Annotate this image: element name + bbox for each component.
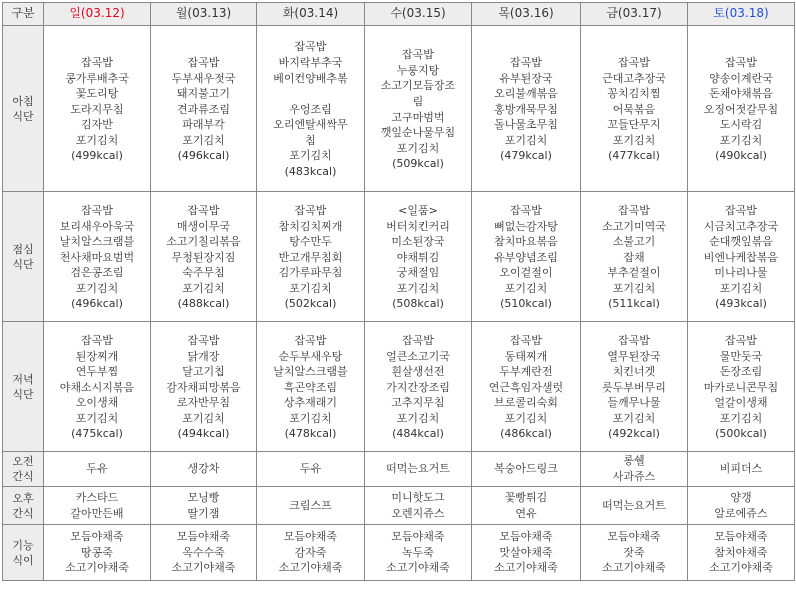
menu-cell bbox=[581, 452, 688, 487]
menu-cell bbox=[257, 26, 365, 192]
menu-item: 포기김치 bbox=[289, 149, 332, 163]
menu-item: 물만둣국 bbox=[719, 349, 763, 363]
menu-item: 복숭아드링크 bbox=[494, 462, 558, 476]
menu-item: (510kcal) bbox=[500, 297, 552, 311]
menu-item: 포기김치 bbox=[719, 281, 763, 295]
menu-item: 잡채 bbox=[623, 250, 645, 264]
meal-row-label-line: 저녁 bbox=[12, 372, 34, 386]
menu-item: 마카로니콘무침 bbox=[703, 380, 779, 394]
menu-cell bbox=[44, 322, 151, 452]
meal-row-label-line: 점심 bbox=[12, 242, 34, 256]
menu-item: (488kcal) bbox=[177, 297, 230, 311]
menu-item: (496kcal) bbox=[177, 149, 230, 163]
menu-item: 소고기야채죽 bbox=[65, 561, 129, 575]
menu-item: 포기김치 bbox=[612, 133, 656, 147]
menu-item: 오징어젓갈무침 bbox=[703, 102, 779, 116]
menu-item: 크림스프 bbox=[289, 498, 332, 512]
menu-item: 두유 bbox=[86, 462, 108, 476]
menu-item: 잡곡밥 bbox=[294, 40, 327, 54]
menu-item: 달고기칩 bbox=[182, 365, 225, 379]
day-header: 목(03.16) bbox=[472, 3, 581, 26]
menu-item: 잡곡밥 bbox=[618, 55, 650, 69]
day-header: 월(03.13) bbox=[151, 3, 257, 26]
menu-item: 궁채절임 bbox=[396, 266, 440, 280]
menu-cell bbox=[688, 452, 795, 487]
menu-item: 홍방개묵무침 bbox=[494, 102, 558, 116]
menu-item: 잡곡밥 bbox=[725, 333, 757, 347]
menu-cell bbox=[365, 525, 472, 581]
menu-item: 김자반 bbox=[81, 118, 113, 132]
menu-item: 열무된장국 bbox=[607, 349, 661, 363]
menu-item: 어묵볶음 bbox=[612, 102, 656, 116]
menu-cell bbox=[581, 487, 688, 525]
menu-item: 연두부찜 bbox=[75, 365, 119, 379]
menu-item: 잡곡밥 bbox=[725, 55, 757, 69]
menu-item: 포기김치 bbox=[719, 133, 763, 147]
menu-item: 돈채야채볶음 bbox=[709, 87, 773, 101]
menu-cell bbox=[44, 487, 151, 525]
menu-cell bbox=[257, 452, 365, 487]
menu-item: 잡곡밥 bbox=[402, 48, 434, 62]
menu-item: 감자죽 bbox=[294, 545, 327, 559]
menu-item: (496kcal) bbox=[71, 297, 123, 311]
menu-item: 비피더스 bbox=[719, 462, 763, 476]
menu-item: 사과쥬스 bbox=[612, 470, 656, 483]
menu-item: 부추겉절이 bbox=[607, 266, 661, 280]
menu-item: 오렌지쥬스 bbox=[391, 506, 445, 520]
menu-item: 알로에쥬스 bbox=[714, 506, 768, 520]
menu-item: 오리불깨볶음 bbox=[494, 87, 558, 101]
menu-item: 소고기야채죽 bbox=[386, 561, 450, 575]
menu-item: 순대깻잎볶음 bbox=[709, 235, 773, 249]
day-header: 토(03.18) bbox=[688, 3, 795, 26]
menu-item: 딸기잼 bbox=[187, 506, 220, 520]
menu-item: 모듬야채죽 bbox=[283, 530, 338, 544]
menu-item: 돈장조림 bbox=[719, 365, 763, 379]
menu-cell bbox=[688, 487, 795, 525]
menu-cell bbox=[151, 322, 257, 452]
menu-cell bbox=[365, 487, 472, 525]
menu-item: 천사채마요범벅 bbox=[59, 250, 135, 264]
menu-item: 도라지무침 bbox=[70, 102, 124, 116]
menu-cell bbox=[257, 487, 365, 525]
meal-row-label bbox=[3, 487, 44, 525]
menu-item bbox=[257, 86, 364, 102]
menu-item: 모듬야채죽 bbox=[714, 530, 768, 544]
day-header: 화(03.14) bbox=[257, 3, 365, 26]
menu-item: 얼큰소고기국 bbox=[386, 349, 450, 363]
menu-item: 돌나물초무침 bbox=[494, 118, 558, 132]
menu-item: 탕수만두 bbox=[289, 235, 332, 249]
menu-item: 들깨무나물 bbox=[607, 396, 661, 410]
menu-item: 모듬야채죽 bbox=[499, 530, 553, 544]
menu-item: 흰살생선전 bbox=[391, 365, 445, 379]
menu-item: 베이컨양배추볶 bbox=[273, 71, 348, 85]
menu-item: 바지락부추국 bbox=[278, 55, 343, 69]
menu-cell bbox=[151, 487, 257, 525]
menu-item: (486kcal) bbox=[500, 427, 552, 441]
menu-item: 잡곡밥 bbox=[510, 203, 542, 217]
meal-row-label bbox=[3, 525, 44, 581]
menu-item: 릇두부버무리 bbox=[602, 380, 666, 394]
menu-item: 브로콜리숙회 bbox=[494, 396, 558, 410]
menu-item: 검은콩조림 bbox=[70, 266, 124, 280]
menu-item: 두부새우젓국 bbox=[171, 71, 236, 85]
menu-item: 가지간장조림 bbox=[386, 380, 450, 394]
menu-item: 양송이계란국 bbox=[709, 71, 773, 85]
menu-cell bbox=[472, 26, 581, 192]
menu-item: 우엉조림 bbox=[289, 102, 332, 116]
menu-item: 김가루파무침 bbox=[278, 266, 343, 280]
day-header: 일(03.12) bbox=[44, 3, 151, 26]
menu-item: (483kcal) bbox=[284, 165, 337, 179]
menu-cell bbox=[257, 192, 365, 322]
menu-item: 포기김치 bbox=[504, 133, 548, 147]
menu-body bbox=[3, 26, 795, 581]
menu-item: 유부양념조림 bbox=[494, 250, 558, 264]
menu-item: 로자반무침 bbox=[176, 396, 231, 410]
menu-item: 매생이무국 bbox=[176, 219, 231, 233]
menu-item: 근대고추장국 bbox=[602, 71, 666, 85]
menu-cell bbox=[472, 487, 581, 525]
menu-item: 포기김치 bbox=[396, 141, 440, 155]
menu-item: 꽃도리탕 bbox=[75, 87, 119, 101]
menu-item: 꼬들단무지 bbox=[607, 118, 661, 132]
menu-item: 감자채피망볶음 bbox=[166, 380, 241, 394]
menu-item: 상추재래기 bbox=[283, 396, 338, 410]
menu-item: 땅콩죽 bbox=[81, 545, 113, 559]
menu-item: 참치야채죽 bbox=[714, 545, 768, 559]
menu-cell bbox=[472, 322, 581, 452]
menu-item: 미소된장국 bbox=[391, 235, 445, 249]
menu-item: 연근흑임자샐럿 bbox=[488, 380, 564, 394]
menu-item: 잡곡밥 bbox=[618, 333, 650, 347]
menu-item: 고추지무침 bbox=[391, 396, 445, 410]
weekly-menu-table bbox=[2, 2, 795, 581]
menu-item: (477kcal) bbox=[608, 149, 660, 163]
menu-item: 견과류조림 bbox=[176, 102, 231, 116]
menu-cell bbox=[365, 192, 472, 322]
menu-item: 무청된장지짐 bbox=[171, 250, 236, 264]
menu-item: 잡곡밥 bbox=[81, 333, 113, 347]
menu-item: (475kcal) bbox=[71, 427, 123, 441]
menu-item: 포기김치 bbox=[504, 411, 548, 425]
menu-item: 소고기야채죽 bbox=[602, 561, 666, 575]
menu-item: (499kcal) bbox=[71, 149, 123, 163]
menu-item: 야채튀김 bbox=[396, 250, 440, 264]
menu-item: 보리새우아욱국 bbox=[59, 219, 135, 233]
menu-item: 잡곡밥 bbox=[618, 203, 650, 217]
day-header: 금(03.17) bbox=[581, 3, 688, 26]
header-row bbox=[3, 3, 795, 26]
menu-cell bbox=[151, 192, 257, 322]
menu-item: 잡곡밥 bbox=[187, 55, 220, 69]
menu-item: 모닝빵 bbox=[187, 490, 220, 504]
meal-row-label-line: 식단 bbox=[12, 109, 34, 123]
meal-row-label-line: 식이 bbox=[12, 553, 34, 567]
menu-cell bbox=[472, 192, 581, 322]
menu-item: 포기김치 bbox=[182, 133, 225, 147]
menu-item: 도시락김 bbox=[719, 118, 763, 132]
menu-item: 소불고기 bbox=[612, 235, 656, 249]
menu-cell bbox=[151, 525, 257, 581]
menu-item: 미나리나물 bbox=[714, 266, 768, 280]
menu-item: 양갱 bbox=[730, 490, 752, 504]
menu-item: (508kcal) bbox=[392, 297, 444, 311]
day-header: 수(03.15) bbox=[365, 3, 472, 26]
menu-item: 포기김치 bbox=[396, 281, 440, 295]
meal-row-label-line: 오후 bbox=[12, 491, 34, 505]
corner-header: 구분 bbox=[3, 3, 44, 26]
menu-item: 모듬야채죽 bbox=[176, 530, 231, 544]
menu-item: 날치알스크램블 bbox=[59, 235, 135, 249]
menu-cell bbox=[472, 525, 581, 581]
menu-item: 잡곡밥 bbox=[81, 55, 113, 69]
menu-item: 모듬야채죽 bbox=[391, 530, 445, 544]
menu-cell bbox=[688, 192, 795, 322]
menu-item: 누룽지탕 bbox=[396, 63, 440, 77]
menu-item: 고구마범벅 bbox=[391, 110, 445, 124]
menu-item: 포기김치 bbox=[75, 411, 119, 425]
meal-row-label bbox=[3, 192, 44, 322]
menu-item: 포기김치 bbox=[612, 281, 656, 295]
menu-item: 맛살야채죽 bbox=[499, 545, 553, 559]
menu-item: <일품> bbox=[398, 203, 438, 217]
meal-row-label-line: 간식 bbox=[12, 506, 34, 520]
menu-item: 꽁치김치찜 bbox=[607, 87, 661, 101]
menu-item: 잡곡밥 bbox=[187, 333, 220, 347]
menu-cell bbox=[688, 26, 795, 192]
menu-item: 떠먹는요거트 bbox=[602, 498, 666, 512]
menu-cell bbox=[44, 452, 151, 487]
menu-item: 갈아만든배 bbox=[70, 506, 124, 520]
menu-cell bbox=[151, 452, 257, 487]
meal-row bbox=[3, 525, 795, 581]
menu-item: 소고기야채죽 bbox=[171, 561, 236, 575]
menu-item: 얼갈이생채 bbox=[714, 396, 768, 410]
menu-cell bbox=[688, 322, 795, 452]
menu-item: 포기김치 bbox=[182, 281, 225, 295]
menu-item: 소고기미역국 bbox=[602, 219, 666, 233]
menu-item: 모듬야채죽 bbox=[70, 530, 124, 544]
menu-item: 날치알스크램블 bbox=[273, 365, 348, 379]
menu-cell bbox=[44, 525, 151, 581]
menu-item: 깻잎순나물무침 bbox=[380, 126, 456, 140]
menu-item: 숙주무침 bbox=[182, 266, 225, 280]
menu-cell bbox=[151, 26, 257, 192]
menu-item: 잡곡밥 bbox=[294, 203, 327, 217]
menu-item: 치킨너겟 bbox=[612, 365, 656, 379]
menu-item: (484kcal) bbox=[392, 427, 444, 441]
menu-cell bbox=[365, 452, 472, 487]
menu-item: 잡곡밥 bbox=[294, 333, 327, 347]
menu-cell bbox=[365, 322, 472, 452]
menu-item: 파래부각 bbox=[182, 118, 225, 132]
menu-item: (494kcal) bbox=[177, 427, 230, 441]
menu-item: 유부된장국 bbox=[499, 71, 553, 85]
menu-cell bbox=[581, 322, 688, 452]
meal-row-label-line: 기능 bbox=[12, 538, 34, 552]
meal-row-label-line: 간식 bbox=[12, 470, 34, 483]
menu-item: 동태찌개 bbox=[504, 349, 548, 363]
menu-item: 잡곡밥 bbox=[81, 203, 113, 217]
menu-item: 두부계란전 bbox=[499, 365, 553, 379]
menu-item: 비엔나케찹볶음 bbox=[703, 250, 779, 264]
menu-item: 순두부새우탕 bbox=[278, 349, 343, 363]
meal-row-label-line: 아침 bbox=[12, 94, 34, 108]
meal-row-label-line: 식단 bbox=[12, 387, 34, 401]
menu-item: 침 bbox=[305, 133, 316, 147]
menu-item: 포기김치 bbox=[719, 411, 763, 425]
menu-cell bbox=[688, 525, 795, 581]
menu-item: 야채소시지볶음 bbox=[59, 380, 135, 394]
menu-item: (490kcal) bbox=[715, 149, 767, 163]
menu-item: 콩가루배추국 bbox=[65, 71, 129, 85]
menu-item: 시금치고추장국 bbox=[703, 219, 779, 233]
menu-item: 두유 bbox=[299, 462, 322, 476]
menu-item: 참치마요볶음 bbox=[494, 235, 558, 249]
menu-item: (493kcal) bbox=[715, 297, 767, 311]
menu-item: 오리엔탈새싹무 bbox=[273, 118, 348, 132]
menu-cell bbox=[44, 26, 151, 192]
menu-item: 떠먹는요거트 bbox=[386, 462, 450, 476]
meal-row bbox=[3, 452, 795, 487]
menu-item: (478kcal) bbox=[284, 427, 337, 441]
menu-item: 닭개장 bbox=[187, 349, 220, 363]
menu-item: 흑곤약조림 bbox=[283, 380, 338, 394]
meal-row bbox=[3, 487, 795, 525]
menu-item: 연유 bbox=[515, 506, 537, 520]
menu-item: 돼지불고기 bbox=[176, 87, 231, 101]
menu-item: 카스타드 bbox=[75, 490, 119, 504]
menu-item: (509kcal) bbox=[392, 157, 444, 171]
menu-item: 소고기야채죽 bbox=[278, 561, 343, 575]
menu-item: 포기김치 bbox=[396, 411, 440, 425]
meal-row bbox=[3, 26, 795, 192]
menu-cell bbox=[472, 452, 581, 487]
menu-item: 버터치킨커리 bbox=[386, 219, 450, 233]
menu-item: 소고기야채죽 bbox=[494, 561, 558, 575]
menu-item: 녹두죽 bbox=[402, 545, 434, 559]
menu-item: 된장찌개 bbox=[75, 349, 119, 363]
menu-item: (502kcal) bbox=[284, 297, 337, 311]
menu-item: 포기김치 bbox=[289, 411, 332, 425]
menu-item: 참치김치찌개 bbox=[278, 219, 343, 233]
meal-row-label-line: 식단 bbox=[12, 257, 34, 271]
menu-item: 잡곡밥 bbox=[402, 333, 434, 347]
menu-cell bbox=[365, 26, 472, 192]
menu-item: 포기김치 bbox=[612, 411, 656, 425]
menu-item: 꽃빵튀김 bbox=[504, 490, 548, 504]
menu-cell bbox=[257, 322, 365, 452]
menu-item: 포기김치 bbox=[75, 281, 119, 295]
menu-item: 포기김치 bbox=[289, 281, 332, 295]
meal-row-label bbox=[3, 322, 44, 452]
menu-item: 오이겉절이 bbox=[499, 266, 553, 280]
menu-item: (500kcal) bbox=[715, 427, 767, 441]
menu-item: 잡곡밥 bbox=[510, 55, 542, 69]
menu-item: 반고개무침회 bbox=[278, 250, 343, 264]
menu-item: (479kcal) bbox=[500, 149, 552, 163]
menu-item: 포기김치 bbox=[75, 133, 119, 147]
menu-item: (492kcal) bbox=[608, 427, 660, 441]
menu-item: 소고기칠리볶음 bbox=[166, 235, 241, 249]
menu-item: 뼈없는감자탕 bbox=[494, 219, 558, 233]
menu-cell bbox=[581, 26, 688, 192]
menu-item: 오이생채 bbox=[75, 396, 119, 410]
menu-item: 모듬야채죽 bbox=[607, 530, 661, 544]
meal-row-label bbox=[3, 452, 44, 487]
meal-row bbox=[3, 192, 795, 322]
menu-item: (511kcal) bbox=[608, 297, 660, 311]
menu-item: 미니핫도그 bbox=[391, 490, 445, 504]
meal-row bbox=[3, 322, 795, 452]
menu-item: 소고기야채죽 bbox=[709, 561, 773, 575]
menu-item: 잣죽 bbox=[623, 545, 645, 559]
menu-cell bbox=[44, 192, 151, 322]
meal-row-label-line: 오전 bbox=[12, 455, 34, 468]
menu-item: 옥수수죽 bbox=[182, 545, 225, 559]
menu-cell bbox=[257, 525, 365, 581]
menu-item: 잡곡밥 bbox=[725, 203, 757, 217]
menu-cell bbox=[581, 525, 688, 581]
menu-item: 롱쉘 bbox=[623, 454, 645, 468]
menu-item: 림 bbox=[412, 94, 424, 108]
menu-item: 포기김치 bbox=[182, 411, 225, 425]
menu-item: 생강차 bbox=[187, 462, 220, 476]
menu-item: 포기김치 bbox=[504, 281, 548, 295]
menu-item: 소고기모듬장조 bbox=[380, 79, 456, 93]
menu-cell bbox=[581, 192, 688, 322]
menu-item: 잡곡밥 bbox=[510, 333, 542, 347]
menu-item: 잡곡밥 bbox=[187, 203, 220, 217]
meal-row-label bbox=[3, 26, 44, 192]
